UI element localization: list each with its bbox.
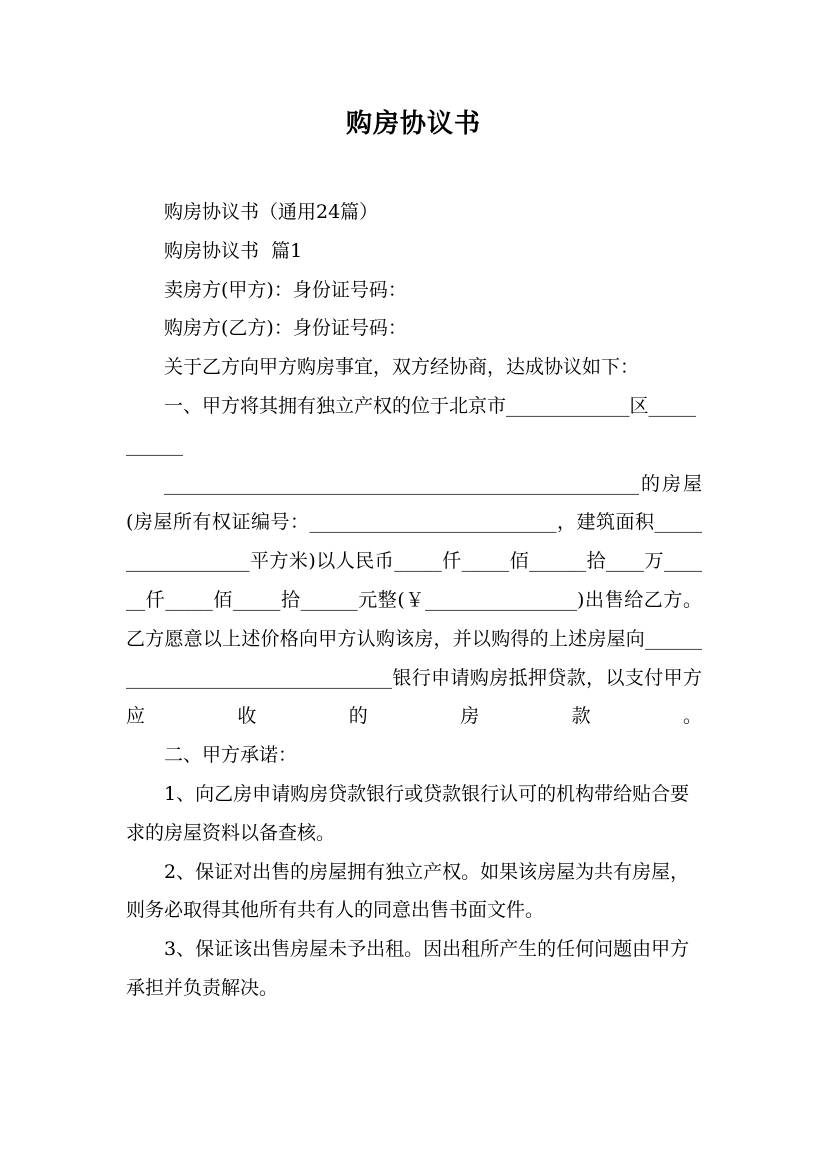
paragraph-section-heading: 购房协议书 篇1 bbox=[164, 239, 303, 262]
paragraph-clause-2-heading: 二、甲方承诺： bbox=[164, 744, 298, 767]
document-title: 购房协议书 bbox=[345, 109, 481, 139]
paragraph-subtitle: 购房协议书（通用24篇） bbox=[164, 201, 379, 223]
paragraph-intro: 关于乙方向甲方购房事宜，双方经协商，达成协议如下： bbox=[164, 356, 640, 379]
paragraph-promise-3: 3、保证该出售房屋未予出租。因出租所产生的任何问题由甲方承担并负责解决。 bbox=[126, 938, 690, 999]
paragraph-clause-1-location: 一、甲方将其拥有独立产权的位于北京市_____________区___________ bbox=[126, 394, 697, 456]
paragraph-promise-1: 1、向乙房申请购房贷款银行或贷款银行认可的机构带给贴合要求的房屋资料以备查核。 bbox=[126, 782, 690, 844]
document-body bbox=[126, 193, 702, 1008]
paragraph-buyer: 购房方(乙方)：身份证号码： bbox=[164, 317, 407, 340]
paragraph-clause-1-terms: __________________________________________________的房屋(房屋所有权证编号：__________________________，建筑面积__________________平方米)以人民币_____仟_____佰______拾____万______仟_____佰_____拾______元整(￥________________)出售给乙方。乙方愿意以上述价格向甲方认购该房，并以购得的上述房屋向__________________________________银行申请购房抵押贷款，以支付甲方应收的房款。 bbox=[126, 472, 702, 728]
paragraph-promise-2: 2、保证对出售的房屋拥有独立产权。如果该房屋为共有房屋，则务必取得其他所有共有人的同意出售书面文件。 bbox=[126, 860, 690, 922]
paragraph-seller: 卖房方(甲方)：身份证号码： bbox=[164, 278, 407, 301]
